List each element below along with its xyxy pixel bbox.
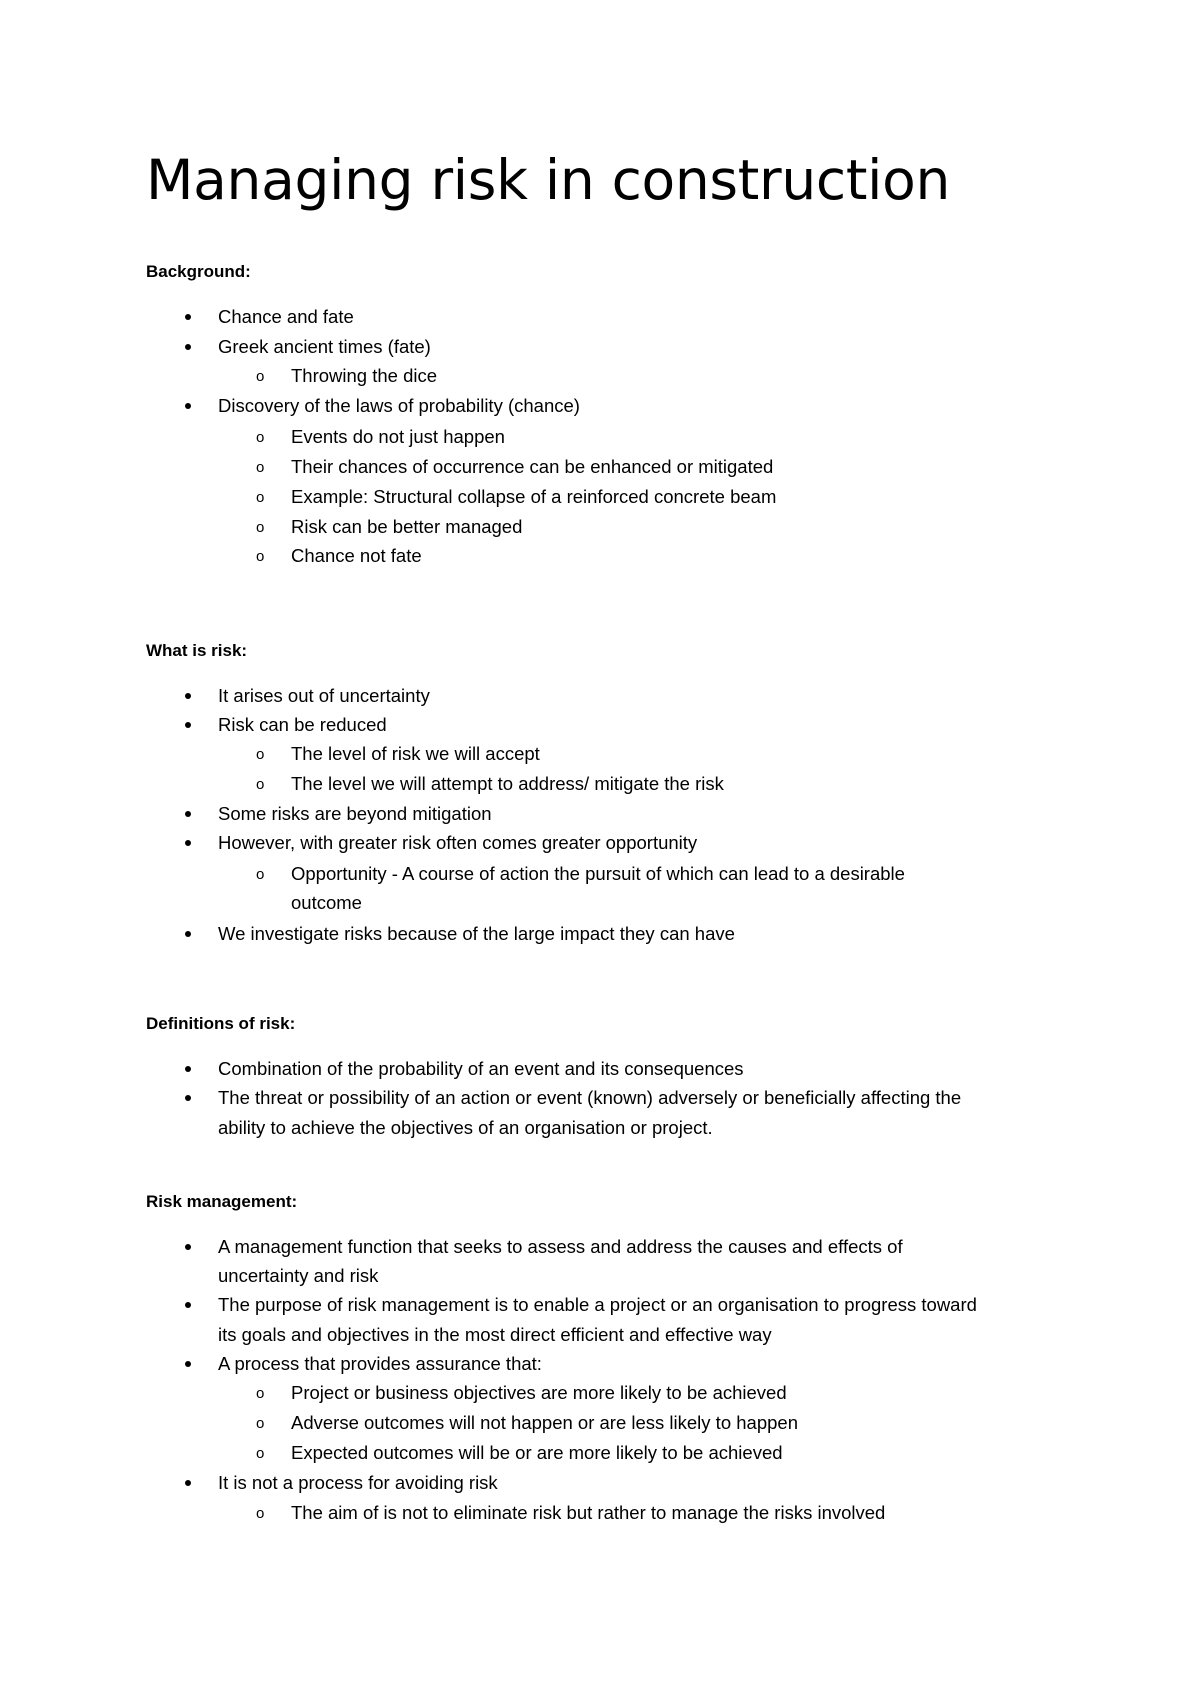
bullet-dot-icon — [185, 1361, 191, 1367]
sub-bullet-icon: o — [256, 1445, 265, 1462]
bullet-dot-icon — [185, 693, 191, 699]
bullet-dot-icon — [185, 811, 191, 817]
sub-list-item: The aim of is not to eliminate risk but rather to manage the risks involved — [291, 1502, 886, 1523]
sub-bullet-icon: o — [256, 429, 265, 446]
section-heading: What is risk: — [146, 641, 248, 660]
sub-bullet-icon: o — [256, 866, 265, 883]
sub-list-item: Adverse outcomes will not happen or are less likely to happen — [291, 1412, 798, 1433]
bullet-dot-icon — [185, 1095, 191, 1101]
list-item: Greek ancient times (fate) — [218, 336, 431, 357]
sub-list-item: Expected outcomes will be or are more likely to be achieved — [291, 1442, 783, 1463]
sub-list-item: Opportunity - A course of action the pursuit of which can lead to a desirable — [291, 863, 905, 884]
sub-bullet-icon: o — [256, 746, 265, 763]
section-heading: Definitions of risk: — [146, 1014, 296, 1033]
bullet-dot-icon — [185, 1302, 191, 1308]
list-item-continuation: its goals and objectives in the most direct efficient and effective way — [218, 1324, 772, 1345]
sub-bullet-icon: o — [256, 489, 265, 506]
bullet-dot-icon — [185, 840, 191, 846]
list-item: Chance and fate — [218, 306, 354, 327]
sub-list-item: Example: Structural collapse of a reinforced concrete beam — [291, 486, 777, 507]
list-item: It is not a process for avoiding risk — [218, 1472, 498, 1493]
list-item: A management function that seeks to assess and address the causes and effects of — [218, 1236, 903, 1257]
sub-list-item: The level we will attempt to address/ mitigate the risk — [291, 773, 724, 794]
sub-bullet-icon: o — [256, 548, 265, 565]
section-heading: Background: — [146, 262, 251, 281]
bullet-dot-icon — [185, 403, 191, 409]
list-item: It arises out of uncertainty — [218, 685, 430, 706]
list-item: Combination of the probability of an event and its consequences — [218, 1058, 744, 1079]
sub-list-item: Chance not fate — [291, 545, 422, 566]
bullet-dot-icon — [185, 1244, 191, 1250]
list-item-continuation: uncertainty and risk — [218, 1265, 379, 1286]
bullet-dot-icon — [185, 1066, 191, 1072]
sub-bullet-icon: o — [256, 1415, 265, 1432]
sub-list-item: Risk can be better managed — [291, 516, 523, 537]
bullet-dot-icon — [185, 344, 191, 350]
list-item: Risk can be reduced — [218, 714, 387, 735]
list-item: Some risks are beyond mitigation — [218, 803, 492, 824]
sub-bullet-icon: o — [256, 1505, 265, 1522]
sub-bullet-icon: o — [256, 368, 265, 385]
sub-bullet-icon: o — [256, 1385, 265, 1402]
list-item: The purpose of risk management is to enable a project or an organisation to progress toward — [218, 1294, 977, 1315]
list-item-continuation: ability to achieve the objectives of an organisation or project. — [218, 1117, 713, 1138]
sub-list-item: Throwing the dice — [291, 365, 438, 386]
bullet-dot-icon — [185, 722, 191, 728]
sub-list-item: Their chances of occurrence can be enhanced or mitigated — [291, 456, 774, 477]
section-heading: Risk management: — [146, 1192, 298, 1211]
sub-list-item: Events do not just happen — [291, 426, 505, 447]
list-item: We investigate risks because of the large impact they can have — [218, 923, 735, 944]
sub-list-item-continuation: outcome — [291, 892, 362, 913]
list-item: A process that provides assurance that: — [218, 1353, 542, 1374]
list-item: However, with greater risk often comes greater opportunity — [218, 832, 698, 853]
list-item: The threat or possibility of an action or event (known) adversely or beneficially affecting the — [218, 1087, 962, 1108]
sub-bullet-icon: o — [256, 519, 265, 536]
bullet-dot-icon — [185, 1480, 191, 1486]
sub-list-item: Project or business objectives are more likely to be achieved — [291, 1382, 787, 1403]
bullet-dot-icon — [185, 314, 191, 320]
document-title: Managing risk in construction — [146, 148, 951, 212]
sub-list-item: The level of risk we will accept — [291, 743, 540, 764]
bullet-dot-icon — [185, 931, 191, 937]
sub-bullet-icon: o — [256, 459, 265, 476]
sub-bullet-icon: o — [256, 776, 265, 793]
list-item: Discovery of the laws of probability (chance) — [218, 395, 580, 416]
